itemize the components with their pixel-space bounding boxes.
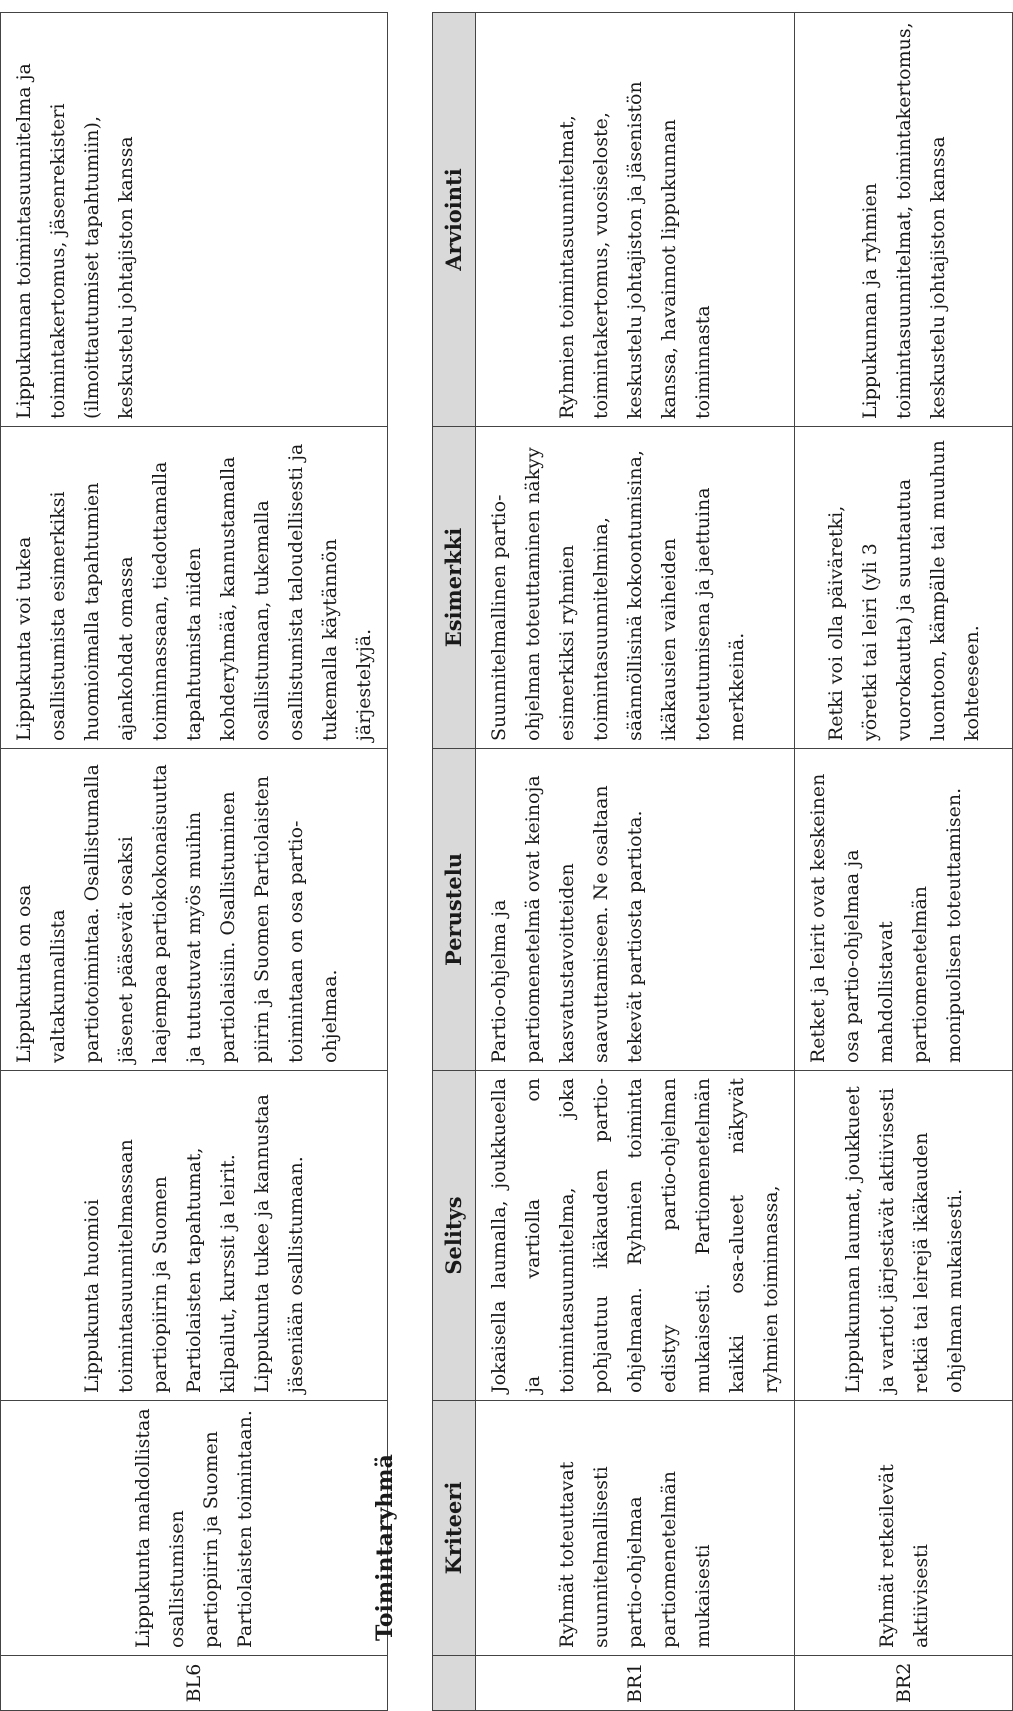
rationale-cell: Retket ja leirit ovat keskeinen osa partio-ohjelmaa ja mahdollistavat partiomenetelmän monipuolisen toteuttamisen. xyxy=(795,749,1013,1071)
header-criterion: Kriteeri xyxy=(433,1401,476,1656)
criterion-cell: Lippukunta mahdollistaa osallistumisen partiopiirin ja Suomen Partiolaisten toimintaan. xyxy=(1,1401,388,1656)
section-title: Toimintaryhmä xyxy=(372,1454,398,1641)
evaluation-cell: Ryhmien toimintasuunnitelmat, toimintakertomus, vuosiseloste, keskustelu johtajiston ja jäsenistön kanssa, havainnot lippukunnan toiminnasta xyxy=(476,13,795,427)
header-evaluation: Arviointi xyxy=(433,13,476,427)
example-cell: Suunnitelmallinen partio-ohjelman toteuttaminen näkyy esimerkiksi ryhmien toimintasuunnitelmina, säännöllisinä kokoontumisina, ikäkausien vaiheiden toteutumisena ja jaettuina merkkeinä. xyxy=(476,427,795,749)
header-rationale: Perustelu xyxy=(433,749,476,1071)
table-row xyxy=(795,13,1013,1711)
example-cell: Retki voi olla päiväretki, yöretki tai leiri (yli 3 vuorokautta) ja suuntautua luontoon, kämpälle tai muuhun kohteeseen. xyxy=(795,427,1013,749)
explanation-cell: Jokaisella laumalla, joukkueella ja vartiolla on toimintasuunnitelma, joka pohjautuu ikäkauden partio-ohjelmaan. Ryhmien toiminta edistyy partio-ohjelman mukaisesti. Partiomenetelmän kaikki osa-alueet näkyvät ryhmien toiminnassa, xyxy=(476,1071,795,1401)
evaluation-cell: Lippukunnan ja ryhmien toimintasuunnitelmat, toimintakertomus, keskustelu johtajiston kanssa xyxy=(795,13,1013,427)
criterion-code: BR2 xyxy=(795,1656,1013,1711)
header-row xyxy=(433,13,476,1711)
rationale-cell: Lippukunta on osa valtakunnallista partiotoimintaa. Osallistumalla jäsenet pääsevät osaksi laajempaa partiokokonaisuutta ja tutustuvat myös muihin partiolaisiin. Osallistuminen piirin ja Suomen Partiolaisten toimintaan on osa partio-ohjelmaa. xyxy=(1,749,388,1071)
criterion-code: BL6 xyxy=(1,1656,388,1711)
criterion-code: BR1 xyxy=(476,1656,795,1711)
criterion-cell: Ryhmät retkeilevät aktiivisesti xyxy=(795,1401,1013,1656)
criteria-table-br xyxy=(432,12,1013,1711)
criteria-table-bl xyxy=(0,12,388,1711)
table-row xyxy=(476,13,795,1711)
rationale-cell: Partio-ohjelma ja partiomenetelmä ovat keinoja kasvatustavoitteiden saavuttamiseen. Ne osaltaan tekevät partiosta partiota. xyxy=(476,749,795,1071)
example-cell: Lippukunta voi tukea osallistumista esimerkiksi huomioimalla tapahtumien ajankohdat omassa toiminnassaan, tiedottamalla tapahtumista niiden kohderyhmää, kannustamalla osallistumaan, tukemalla osallistumista taloudellisesti ja tukemalla käytännön järjestelyjä. xyxy=(1,427,388,749)
criterion-cell: Ryhmät toteuttavat suunnitelmallisesti partio-ohjelmaa partiomenetelmän mukaisesti xyxy=(476,1401,795,1656)
header-explanation: Selitys xyxy=(433,1071,476,1401)
explanation-cell: Lippukunta huomioi toimintasuunnitelmassaan partiopiirin ja Suomen Partiolaisten tapahtumat, kilpailut, kurssit ja leirit. Lippukunta tukee ja kannustaa jäseniään osallistumaan. xyxy=(1,1071,388,1401)
table-row xyxy=(1,13,388,1711)
explanation-cell: Lippukunnan laumat, joukkueet ja vartiot järjestävät aktiivisesti retkiä tai leirejä ikäkauden ohjelman mukaisesti. xyxy=(795,1071,1013,1401)
evaluation-cell: Lippukunnan toimintasuunnitelma ja toimintakertomus, jäsenrekisteri (ilmoittautumiset tapahtumiin), keskustelu johtajiston kanssa xyxy=(1,13,388,427)
header-example: Esimerkki xyxy=(433,427,476,749)
header-code xyxy=(433,1656,476,1711)
